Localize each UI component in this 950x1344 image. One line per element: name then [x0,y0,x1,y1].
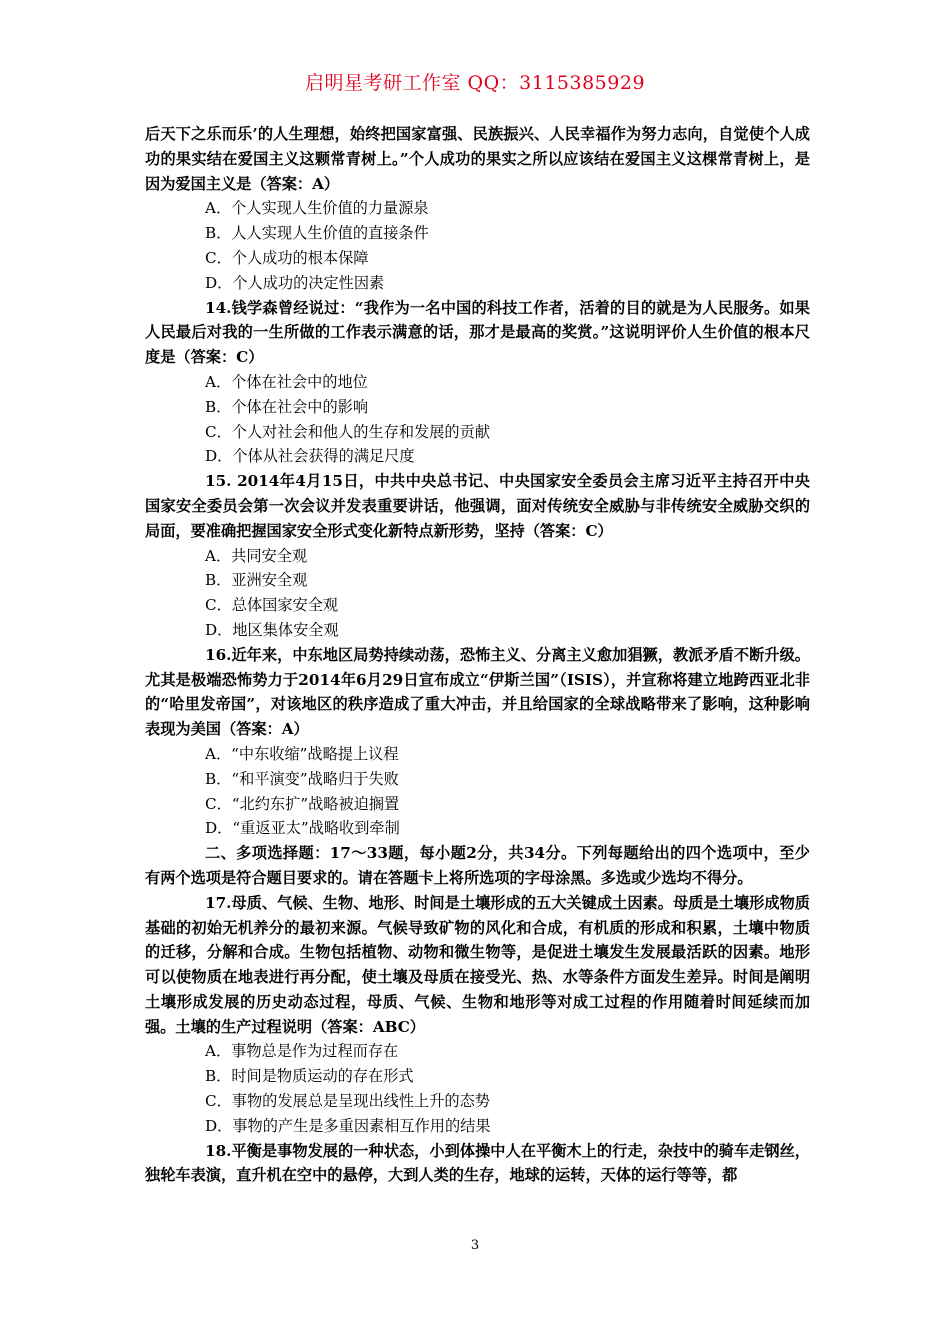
option-b: B．人人实现人生价值的直接条件 [205,224,429,243]
question-16 [145,643,810,841]
document-body [145,122,810,1188]
option-d: D．事物的产生是多重因素相互作用的结果 [205,1116,491,1135]
option-c: C．个人成功的根本保障 [205,248,369,267]
option-a: A．“中东收缩”战略提上议程 [205,744,399,763]
option-c: C．“北约东扩”战略被迫搁置 [205,794,400,813]
question-14 [145,296,810,470]
question-text: 15. 2014年4月15日，中共中央总书记、中央国家安全委员会主席习近平主持召开中央国家安全委员会第一次会议并发表重要讲话，他强调，面对传统安全威胁与非传统安全威胁交织的局面，要准确把握国家安全形式变化新特点新形势，坚持（答案：C） [145,472,810,540]
option-b: B．个体在社会中的影响 [205,397,369,416]
option-d: D．地区集体安全观 [205,620,339,639]
option-b: B．亚洲安全观 [205,571,308,590]
section-instructions: 二、多项选择题：17～33题，每小题2分，共34分。下列每题给出的四个选项中，至少有两个选项是符合题目要求的。请在答题卡上将所选项的字母涂黑。多选或少选均不得分。 [145,844,810,887]
page-number: 3 [470,1238,480,1253]
option-c: C．个人对社会和他人的生存和发展的贡献 [205,422,490,441]
question-text: 后天下之乐而乐’的人生理想，始终把国家富强、民族振兴、人民幸福作为努力志向，自觉使个人成功的果实结在爱国主义这颗常青树上。”个人成功的果实之所以应该结在爱国主义这棵常青树上，是因为爱国主义是（答案：A） [145,125,810,193]
option-c: C．事物的发展总是呈现出线性上升的态势 [205,1092,490,1111]
option-b: B．“和平演变”战略归于失败 [205,769,399,788]
page-header: 启明星考研工作室 QQ：3115385929 [304,72,646,94]
option-d: D．“重返亚太”战略收到牵制 [205,819,400,838]
question-text: 17.母质、气候、生物、地形、时间是土壤形成的五大关键成土因素。母质是土壤形成物质基础的初始无机养分的最初来源。气候导致矿物的风化和合成，有机质的形成和积累，土壤中物质的迁移，分解和合成。生物包括植物、动物和微生物等，是促进土壤发生发展最活跃的因素。地形可以使物质在地表进行再分配，使土壤及母质在接受光、热、水等条件方面发生差异。时间是阐明土壤形成发展的历史动态过程，母质、气候、生物和地形等对成工过程的作用随着时间延续而加强。土壤的生产过程说明（答案：ABC） [145,893,810,1036]
option-a: A．个人实现人生价值的力量源泉 [205,199,429,218]
option-a: A．共同安全观 [205,546,308,565]
question-13 [145,122,810,296]
question-17 [145,891,810,1139]
question-text: 14.钱学森曾经说过：“我作为一名中国的科技工作者，活着的目的就是为人民服务。如果人民最后对我的一生所做的工作表示满意的话，那才是最高的奖赏。”这说明评价人生价值的根本尺度是（答案：C） [145,298,810,367]
question-text: 18.平衡是事物发展的一种状态，小到体操中人在平衡木上的行走，杂技中的骑车走钢丝，独轮车表演，直升机在空中的悬停，大到人类的生存，地球的运转，天体的运行等等，都 [145,1141,810,1185]
option-b: B．时间是物质运动的存在形式 [205,1067,414,1086]
section-multiple-choice-heading [145,841,810,891]
option-d: D．个人成功的决定性因素 [205,273,385,292]
option-a: A．个体在社会中的地位 [205,372,368,391]
option-c: C．总体国家安全观 [205,596,339,615]
question-text: 16.近年来，中东地区局势持续动荡，恐怖主义、分离主义愈加猖獗，教派矛盾不断升级。尤其是极端恐怖势力于2014年6月29日宣布成立“伊斯兰国”（ISIS），并宣称将建立地跨西亚北非的“哈里发帝国”，对该地区的秩序造成了重大冲击，并且给国家的全球战略带来了影响，这种影响表现为美国（答案：A） [145,645,810,739]
option-d: D．个体从社会获得的满足尺度 [205,447,415,466]
question-18 [145,1139,810,1189]
question-15 [145,469,810,643]
option-a: A．事物总是作为过程而存在 [205,1042,399,1061]
